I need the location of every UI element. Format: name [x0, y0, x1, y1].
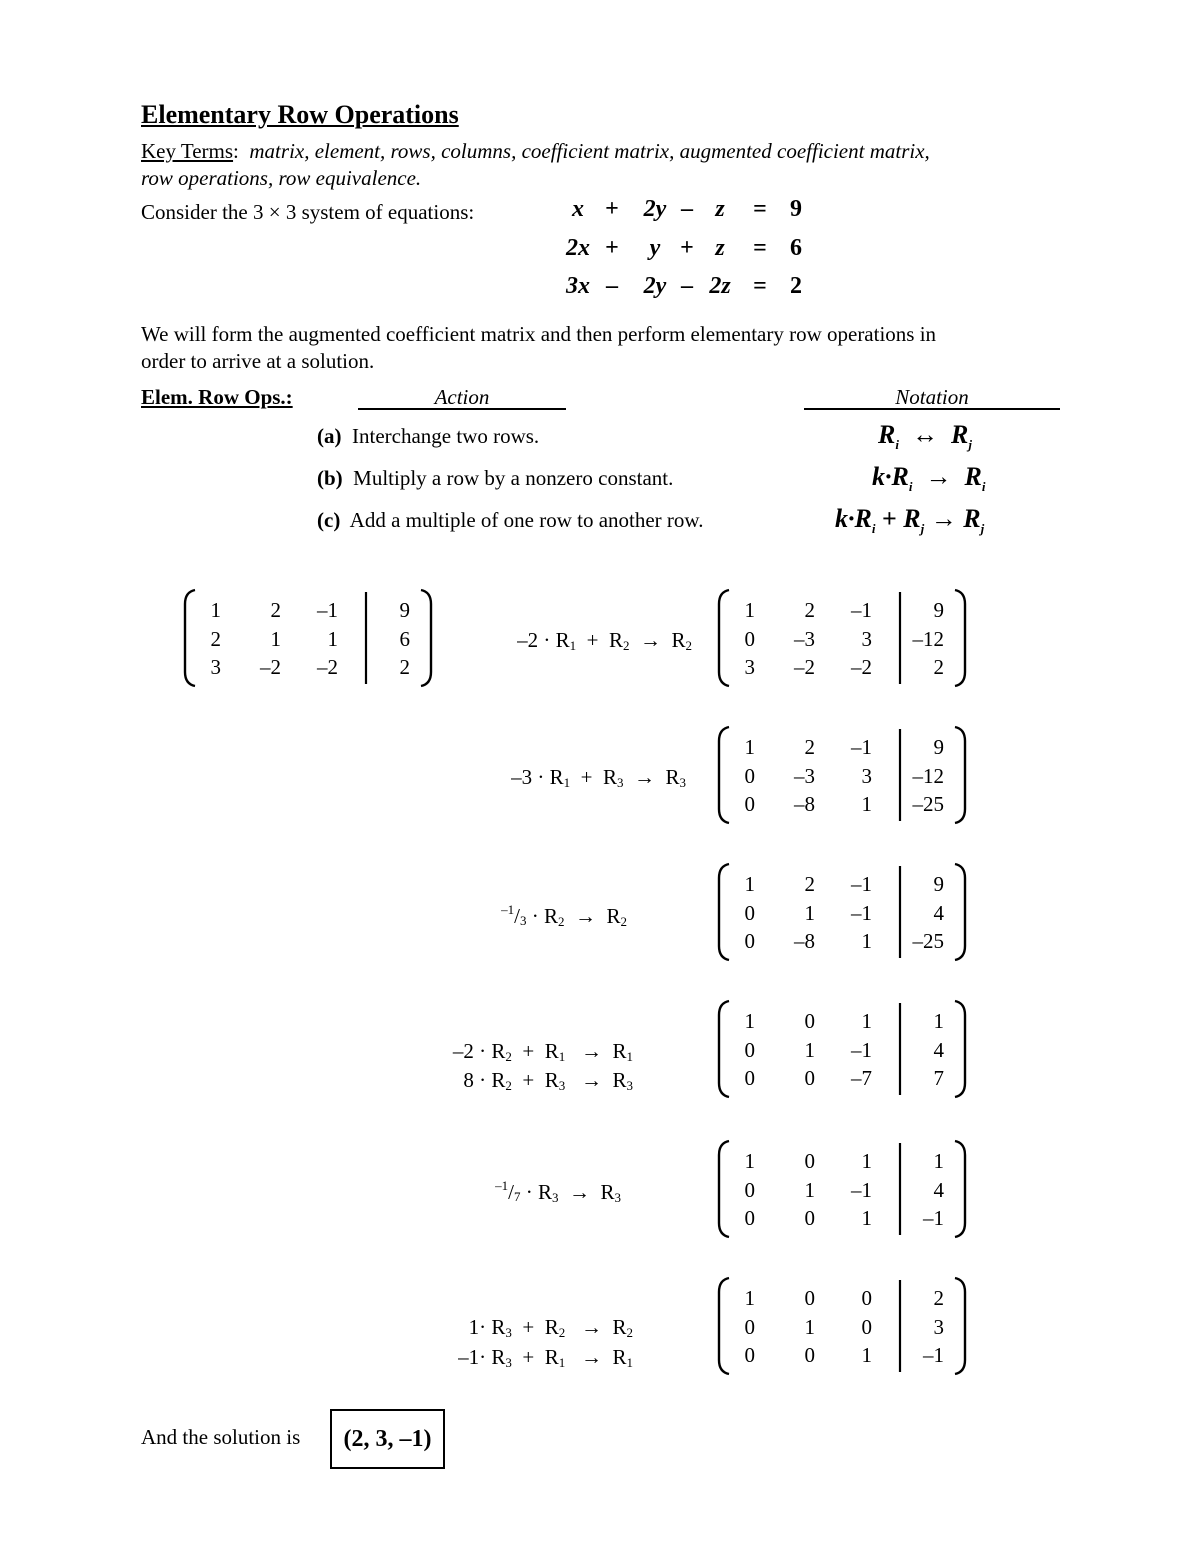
equation-1-token-5: z [715, 196, 725, 222]
matrix-cell: –1 [923, 1343, 944, 1367]
equation-2-token-4: + [680, 235, 694, 261]
matrix-cell: 1 [744, 598, 755, 622]
matrix-cell: 0 [744, 929, 755, 953]
step-op-4b: $8 \cdot R_2 + R_3 \to R_3$ [463, 1068, 633, 1093]
right-bracket [955, 1141, 965, 1237]
equation-3-token-6: = [753, 273, 767, 299]
matrix-cell: 3 [744, 655, 755, 679]
matrix-cell: 0 [744, 792, 755, 816]
matrix-cell: 1 [861, 929, 872, 953]
matrix-cell: 1 [804, 901, 815, 925]
equation-2-token-7: 6 [790, 235, 802, 261]
matrix-cell: –8 [794, 929, 815, 953]
op-item-b [317, 466, 673, 491]
key-terms-line2: row operations, row equivalence. [141, 166, 422, 190]
op-action-b: Multiply a row by a nonzero constant. [353, 466, 674, 490]
matrix-cell: 9 [933, 872, 944, 896]
notation-header-underline [804, 408, 1060, 410]
matrix-cell: –1 [851, 735, 872, 759]
matrix-cell: 2 [270, 598, 281, 622]
matrix-cell: 1 [861, 792, 872, 816]
op-item-c [317, 508, 703, 533]
step-op-6a: $1\cdot R_3 + R_2 \to R_2$ [468, 1315, 633, 1340]
equation-3-token-4: – [681, 273, 693, 299]
matrix-cell: 1 [861, 1009, 872, 1033]
equation-2-token-5: z [715, 235, 725, 261]
matrix-cell: –1 [851, 901, 872, 925]
matrix-cell: 3 [933, 1315, 944, 1339]
matrix-cell: 0 [744, 1315, 755, 1339]
equation-2-token-1: 2x [566, 235, 590, 261]
matrix-cell: 2 [210, 627, 221, 651]
equation-1-token-2: + [605, 196, 619, 222]
right-bracket [955, 864, 965, 960]
matrix-step-4 [715, 999, 975, 1099]
matrix-cell: 0 [744, 1206, 755, 1230]
ops-label: Elem. Row Ops.: [141, 385, 293, 409]
matrix-cell: –25 [912, 929, 944, 953]
matrix-cell: 1 [210, 598, 221, 622]
step-op-2: $-3 \cdot R_1 + R_3 \to R_3$ [511, 765, 686, 790]
matrix-cell: –12 [912, 764, 944, 788]
op-letter-a: (a) [317, 424, 342, 448]
matrix-cell: 2 [804, 735, 815, 759]
matrix-cell: 1 [744, 1149, 755, 1173]
matrix-cell: –2 [851, 655, 872, 679]
matrix-cell: –7 [851, 1066, 872, 1090]
matrix-cell: 1 [861, 1343, 872, 1367]
matrix-step-2 [715, 725, 975, 825]
paragraph-line1: We will form the augmented coefficient matrix and then perform elementary row operations in [141, 322, 937, 346]
op-action-a: Interchange two rows. [352, 424, 540, 448]
matrix-cell: 3 [861, 764, 872, 788]
matrix-cell: 4 [933, 901, 944, 925]
matrix-cell: –1 [851, 1178, 872, 1202]
matrix-cell: 9 [933, 735, 944, 759]
solution-value: (2, 3, –1) [343, 1425, 432, 1452]
solution-box [330, 1409, 445, 1469]
matrix-cell: –2 [317, 655, 338, 679]
right-bracket [955, 590, 965, 686]
equation-1-token-7: 9 [790, 196, 802, 222]
matrix-cell: 0 [804, 1206, 815, 1230]
matrix-cell: 3 [861, 627, 872, 651]
matrix-cell: –1 [851, 598, 872, 622]
matrix-cell: 1 [744, 735, 755, 759]
right-bracket [955, 1278, 965, 1374]
matrix-cell: 3 [210, 655, 221, 679]
matrix-cell: 0 [804, 1009, 815, 1033]
step-op-3: $^{-1}/_3 \cdot R_2 \to R_2$ [501, 902, 627, 929]
matrix-cell: 9 [933, 598, 944, 622]
op-letter-b: (b) [317, 466, 343, 490]
matrix-cell: 0 [744, 1178, 755, 1202]
key-terms-label: Key Terms [141, 139, 234, 163]
matrix-cell: 0 [804, 1286, 815, 1310]
matrix-cell: 0 [744, 764, 755, 788]
equation-1-token-4: – [681, 196, 693, 222]
step-op-1: $-2 \cdot R_1 + R_2 \to R_2$ [517, 628, 692, 653]
op-item-a [317, 424, 539, 449]
matrix-cell: –3 [794, 627, 815, 651]
right-bracket [955, 1001, 965, 1097]
matrix-cell: –8 [794, 792, 815, 816]
matrix-cell: 1 [744, 872, 755, 896]
matrix-cell: –1 [317, 598, 338, 622]
step-op-5: $^{-1}/_7 \cdot R_3 \to R_3$ [495, 1178, 621, 1205]
equation-3-token-7: 2 [790, 273, 802, 299]
key-terms-line1: matrix, element, rows, columns, coefficient matrix, augmented coefficient matrix, [249, 139, 930, 163]
matrix-cell: 1 [933, 1009, 944, 1033]
matrix-cell: 1 [861, 1206, 872, 1230]
matrix-cell: 7 [933, 1066, 944, 1090]
action-header-underline [358, 408, 566, 410]
matrix-cell: –1 [851, 872, 872, 896]
matrix-cell: –25 [912, 792, 944, 816]
matrix-cell: 4 [933, 1178, 944, 1202]
matrix-cell: 9 [399, 598, 410, 622]
equation-1-token-3: 2y [643, 196, 667, 222]
matrix-cell: 0 [744, 627, 755, 651]
notation-interchange: $R_i$ ↔ $R_j$ [878, 420, 972, 453]
equation-2-token-6: = [753, 235, 767, 261]
system-intro: Consider the 3 × 3 system of equations: [141, 200, 475, 224]
matrix-cell: 0 [804, 1066, 815, 1090]
matrix-cell: 0 [744, 1343, 755, 1367]
notation-add-multiple: $k\cdot R_i + R_j \to R_j$ [835, 504, 985, 537]
matrix-cell: 2 [933, 655, 944, 679]
matrix-cell: 0 [861, 1315, 872, 1339]
right-bracket [421, 590, 431, 686]
notation-multiply: $k\cdot R_i \to R_i$ [872, 462, 986, 495]
equation-3-token-1: 3x [566, 273, 590, 299]
matrix-cell: 0 [744, 1066, 755, 1090]
matrix-cell: 1 [804, 1315, 815, 1339]
matrix-cell: 2 [399, 655, 410, 679]
matrix-cell: –12 [912, 627, 944, 651]
matrix-cell: 1 [744, 1286, 755, 1310]
paragraph-line2: order to arrive at a solution. [141, 349, 375, 373]
right-bracket [955, 727, 965, 823]
matrix-cell: 2 [933, 1286, 944, 1310]
matrix-cell: 1 [861, 1149, 872, 1173]
equation-1-token-6: = [753, 196, 767, 222]
equation-3-token-3: 2y [643, 273, 667, 299]
equation-2-token-3: y [649, 235, 661, 261]
matrix-cell: –3 [794, 764, 815, 788]
equation-1-token-1: x [572, 196, 584, 222]
matrix-cell: 1 [933, 1149, 944, 1173]
op-action-c: Add a multiple of one row to another row. [349, 508, 704, 532]
action-header: Action [434, 385, 490, 409]
equation-3-token-2: – [606, 273, 618, 299]
matrix-cell: –2 [260, 655, 281, 679]
matrix-cell: 0 [861, 1286, 872, 1310]
solution-label: And the solution is [141, 1425, 301, 1449]
matrix-cell: –1 [851, 1038, 872, 1062]
matrix-step-1 [715, 588, 975, 688]
matrix-cell: 0 [804, 1343, 815, 1367]
matrix-cell: 0 [804, 1149, 815, 1173]
step-op-6b: $-1\cdot R_3 + R_1 \to R_1$ [458, 1345, 633, 1370]
matrix-cell: 6 [399, 627, 410, 651]
matrix-cell: 2 [804, 598, 815, 622]
op-letter-c: (c) [317, 508, 341, 532]
matrix-initial [181, 588, 441, 688]
matrix-cell: 1 [744, 1009, 755, 1033]
equation-3-token-5: 2z [709, 273, 731, 299]
matrix-step-5 [715, 1139, 975, 1239]
matrix-cell: 1 [804, 1038, 815, 1062]
matrix-step-3 [715, 862, 975, 962]
equation-2-token-2: + [605, 235, 619, 261]
matrix-cell: 1 [270, 627, 281, 651]
notation-header: Notation [895, 385, 969, 409]
matrix-cell: 0 [744, 1038, 755, 1062]
matrix-step-6 [715, 1276, 975, 1376]
matrix-cell: 1 [804, 1178, 815, 1202]
step-op-4a: $-2 \cdot R_2 + R_1 \to R_1$ [452, 1039, 633, 1064]
key-terms: Key Terms: matrix, element, rows, columns, coefficient matrix, augmented coefficient matrix, [141, 139, 930, 163]
matrix-cell: 0 [744, 901, 755, 925]
matrix-cell: –2 [794, 655, 815, 679]
matrix-cell: 1 [327, 627, 338, 651]
matrix-cell: 2 [804, 872, 815, 896]
matrix-cell: 4 [933, 1038, 944, 1062]
matrix-cell: –1 [923, 1206, 944, 1230]
page-title: Elementary Row Operations [141, 100, 459, 129]
